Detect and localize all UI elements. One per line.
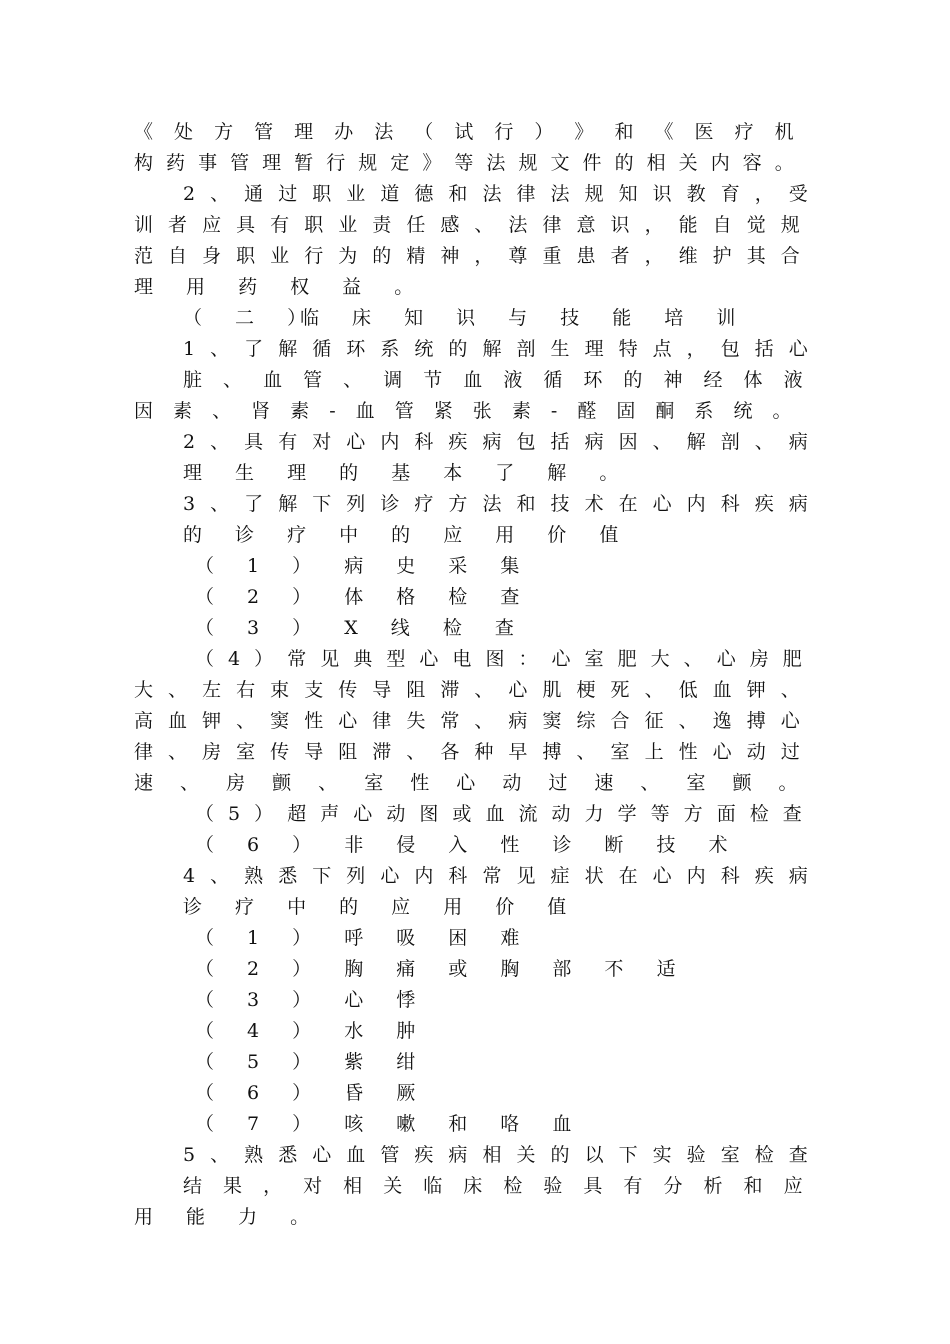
text-line: 2 、 通 过 职 业 道 德 和 法 律 法 规 知 识 教 育 ， 受 <box>183 183 813 205</box>
section-number: （ 二 ） <box>183 307 320 329</box>
text-line: 因 素 、 肾 素 - 血 管 紧 张 素 - 醛 固 酮 系 统 。 <box>134 400 799 422</box>
list-item: （ 2 ） 胸 痛 或 胸 部 不 适 <box>195 958 689 980</box>
section-heading: 临 床 知 识 与 技 能 培 训 <box>300 307 749 329</box>
list-item: （ 2 ） 体 格 检 查 <box>195 586 533 608</box>
text-line: 脏 、 血 管 、 调 节 血 液 循 环 的 神 经 体 液 <box>183 369 811 391</box>
text-line: 3 、 了 解 下 列 诊 疗 方 法 和 技 术 在 心 内 科 疾 病 <box>183 493 813 515</box>
list-item: （ 3 ） 心 悸 <box>195 989 429 1011</box>
list-item: （ 6 ） 昏 厥 <box>195 1082 429 1104</box>
list-item: （ 7 ） 咳 嗽 和 咯 血 <box>195 1113 585 1135</box>
text-line: 4 、 熟 悉 下 列 心 内 科 常 见 症 状 在 心 内 科 疾 病 <box>183 865 813 887</box>
text-line: 大 、 左 右 束 支 传 导 阻 滞 、 心 肌 梗 死 、 低 血 钾 、 <box>134 679 805 701</box>
list-item: （ 4 ） 常 见 典 型 心 电 图 ： 心 室 肥 大 、 心 房 肥 <box>195 648 806 670</box>
list-item: （ 1 ） 呼 吸 困 难 <box>195 927 533 949</box>
text-line: 《 处 方 管 理 办 法 （ 试 行 ） 》 和 《 医 疗 机 <box>134 121 802 143</box>
text-line: 结 果 ， 对 相 关 临 床 检 验 具 有 分 析 和 应 <box>183 1175 811 1197</box>
text-line: 用 能 力 。 <box>134 1206 323 1228</box>
text-line: 构 药 事 管 理 暂 行 规 定 》 等 法 规 文 件 的 相 关 内 容 。 <box>134 152 798 174</box>
list-item: （ 3 ） X 线 检 查 <box>195 617 528 639</box>
text-line: 训 者 应 具 有 职 业 责 任 感 、 法 律 意 识 ， 能 自 觉 规 <box>134 214 805 236</box>
list-item: （ 1 ） 病 史 采 集 <box>195 555 533 577</box>
text-line: 理 生 理 的 基 本 了 解 。 <box>183 462 632 484</box>
text-line: 1 、 了 解 循 环 系 统 的 解 剖 生 理 特 点 ， 包 括 心 <box>183 338 813 360</box>
text-line: 的 诊 疗 中 的 应 用 价 值 <box>183 524 632 546</box>
list-item: （ 4 ） 水 肿 <box>195 1020 429 1042</box>
text-line: 范 自 身 职 业 行 为 的 精 神 ， 尊 重 患 者 ， 维 护 其 合 <box>134 245 805 267</box>
text-line: 诊 疗 中 的 应 用 价 值 <box>183 896 580 918</box>
text-line: 速 、 房 颤 、 室 性 心 动 过 速 、 室 颤 。 <box>134 772 809 794</box>
text-line: 5 、 熟 悉 心 血 管 疾 病 相 关 的 以 下 实 验 室 检 查 <box>183 1144 813 1166</box>
text-line: 理 用 药 权 益 。 <box>134 276 427 298</box>
list-item: （ 5 ） 超 声 心 动 图 或 血 流 动 力 学 等 方 面 检 查 <box>195 803 806 825</box>
text-line: 律 、 房 室 传 导 阻 滞 、 各 种 早 搏 、 室 上 性 心 动 过 <box>134 741 805 763</box>
text-line: 2 、 具 有 对 心 内 科 疾 病 包 括 病 因 、 解 剖 、 病 <box>183 431 813 453</box>
text-line: 高 血 钾 、 窦 性 心 律 失 常 、 病 窦 综 合 征 、 逸 搏 心 <box>134 710 805 732</box>
list-item: （ 5 ） 紫 绀 <box>195 1051 429 1073</box>
list-item: （ 6 ） 非 侵 入 性 诊 断 技 术 <box>195 834 741 856</box>
